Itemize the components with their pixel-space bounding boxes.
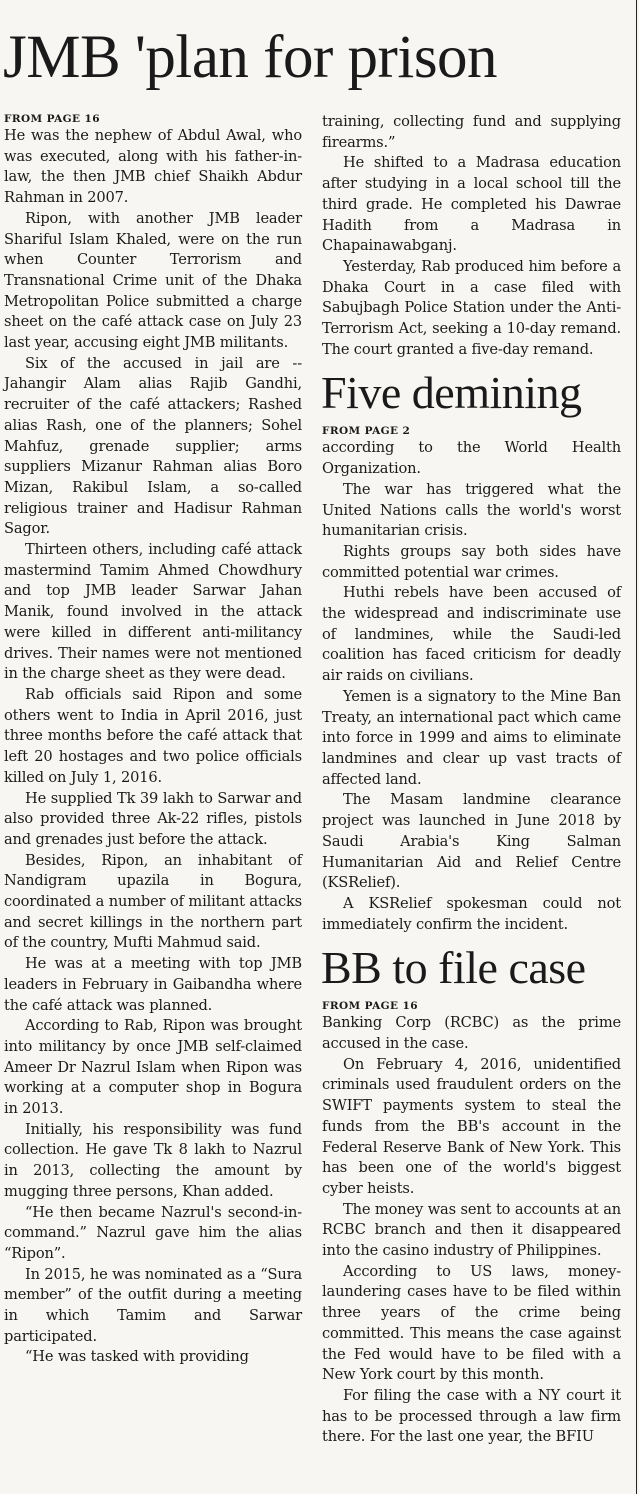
story1-paragraph: He shifted to a Madrasa education after studying in a local school till the third grade. He completed his Dawrae Hadith from a Madrasa in Chapainawabganj. <box>322 154 621 255</box>
column-rule <box>636 0 637 1494</box>
story1-paragraph: Thirteen others, including café attack mastermind Tamim Ahmed Chowdhury and top JMB leader Sarwar Jahan Manik, found involved in the attack were killed in different anti-militancy drives. Their names were not mentioned in the charge sheet as they were dead. <box>4 541 302 683</box>
story1-paragraph: He was the nephew of Abdul Awal, who was executed, along with his father-in-law, the then JMB chief Shaikh Abdur Rahman in 2007. <box>4 127 302 207</box>
story1-kicker: FROM PAGE 16 <box>4 113 100 125</box>
story2-kicker: FROM PAGE 2 <box>322 425 411 438</box>
story1-paragraph: Rab officials said Ripon and some others went to India in April 2016, just three months before the café attack that left 20 hostages and two police officials killed on July 1, 2016. <box>4 685 302 786</box>
story2-paragraph: Huthi rebels have been accused of the widespread and indiscriminate use of landmines, while the Saudi-led coalition has faced criticism for deadly air raids on civilians. <box>322 584 621 685</box>
story1-paragraph: According to Rab, Ripon was brought into militancy by once JMB self-claimed Ameer Dr Nazrul Islam when Ripon was working at a computer shop in Bogura in 2013. <box>4 1017 302 1118</box>
story1-paragraph: He was at a meeting with top JMB leaders in February in Gaibandha where the café attack was planned. <box>4 955 302 1014</box>
story2-headline: Five demining <box>321 367 582 419</box>
story1-paragraph: “He then became Nazrul's second-in-command.” Nazrul gave him the alias “Ripon”. <box>4 1203 302 1262</box>
story3-paragraph: For filing the case with a NY court it has to be processed through a law firm there. For the last one year, the BFIU <box>322 1386 621 1446</box>
story1-paragraph: He supplied Tk 39 lakh to Sarwar and also provided three Ak-22 rifles, pistols and grenades just before the attack. <box>4 789 302 848</box>
story1-paragraph: Six of the accused in jail are -- Jahangir Alam alias Rajib Gandhi, recruiter of the café attackers; Rashed alias Rash, one of the planners; Sohel Mahfuz, grenade supplier; arms suppliers Mizanur Rahman alias Boro Mizan, Rakibul Islam, a so-called religious trainer and Hadisur Rahman Sagor. <box>4 354 302 538</box>
story3-paragraph: On February 4, 2016, unidentified criminals used fraudulent orders on the SWIFT payments system to steal the funds from the BB's account in the Federal Reserve Bank of New York. This has been one of the world's biggest cyber heists. <box>322 1055 621 1197</box>
story2-paragraph: The Masam landmine clearance project was launched in June 2018 by Saudi Arabia's King Salman Humanitarian Aid and Relief Centre (KSRelief). <box>322 791 621 892</box>
story2-paragraph: Rights groups say both sides have committed potential war crimes. <box>322 542 621 581</box>
story3-paragraph: According to US laws, money-laundering cases have to be filed within three years of the crime being committed. This means the case against the Fed would have to be filed with a New York court by this month. <box>322 1262 621 1384</box>
story3-paragraph: Banking Corp (RCBC) as the prime accused in the case. <box>322 1014 621 1053</box>
story2-paragraph: A KSRelief spokesman could not immediately confirm the incident. <box>322 894 621 933</box>
story3-headline: BB to file case <box>321 942 586 994</box>
story2-paragraph: The war has triggered what the United Nations calls the world's worst humanitarian crisis. <box>322 480 621 540</box>
story1-headline: JMB 'plan for prison <box>3 24 498 91</box>
story1-paragraph: In 2015, he was nominated as a “Sura member” of the outfit during a meeting in which Tamim and Sarwar participated. <box>4 1265 302 1345</box>
left-column <box>4 112 302 1368</box>
right-column <box>322 112 621 1448</box>
story1-paragraph: Initially, his responsibility was fund collection. He gave Tk 8 lakh to Nazrul in 2013, collecting the amount by mugging three persons, Khan added. <box>4 1120 302 1200</box>
story1-paragraph: Yesterday, Rab produced him before a Dhaka Court in a case filed with Sabujbagh Police Station under the Anti-Terrorism Act, seeking a 10-day remand. The court granted a five-day remand. <box>322 257 621 358</box>
story1-paragraph: “He was tasked with providing <box>25 1348 249 1366</box>
story3-kicker: FROM PAGE 16 <box>322 1000 418 1013</box>
story1-paragraph: training, collecting fund and supplying firearms.” <box>322 113 621 151</box>
story3-paragraph: The money was sent to accounts at an RCBC branch and then it disappeared into the casino industry of Philippines. <box>322 1200 621 1260</box>
story2-paragraph: according to the World Health Organization. <box>322 439 621 478</box>
story1-paragraph: Ripon, with another JMB leader Shariful Islam Khaled, were on the run when Counter Terrorism and Transnational Crime unit of the Dhaka Metropolitan Police submitted a charge sheet on the café attack case on July 23 last year, accusing eight JMB militants. <box>4 209 302 352</box>
story2-paragraph: Yemen is a signatory to the Mine Ban Treaty, an international pact which came into force in 1999 and aims to eliminate landmines and clear up vast tracts of affected land. <box>322 687 621 788</box>
story1-paragraph: Besides, Ripon, an inhabitant of Nandigram upazila in Bogura, coordinated a number of militant attacks and secret killings in the northern part of the country, Mufti Mahmud said. <box>4 851 302 952</box>
